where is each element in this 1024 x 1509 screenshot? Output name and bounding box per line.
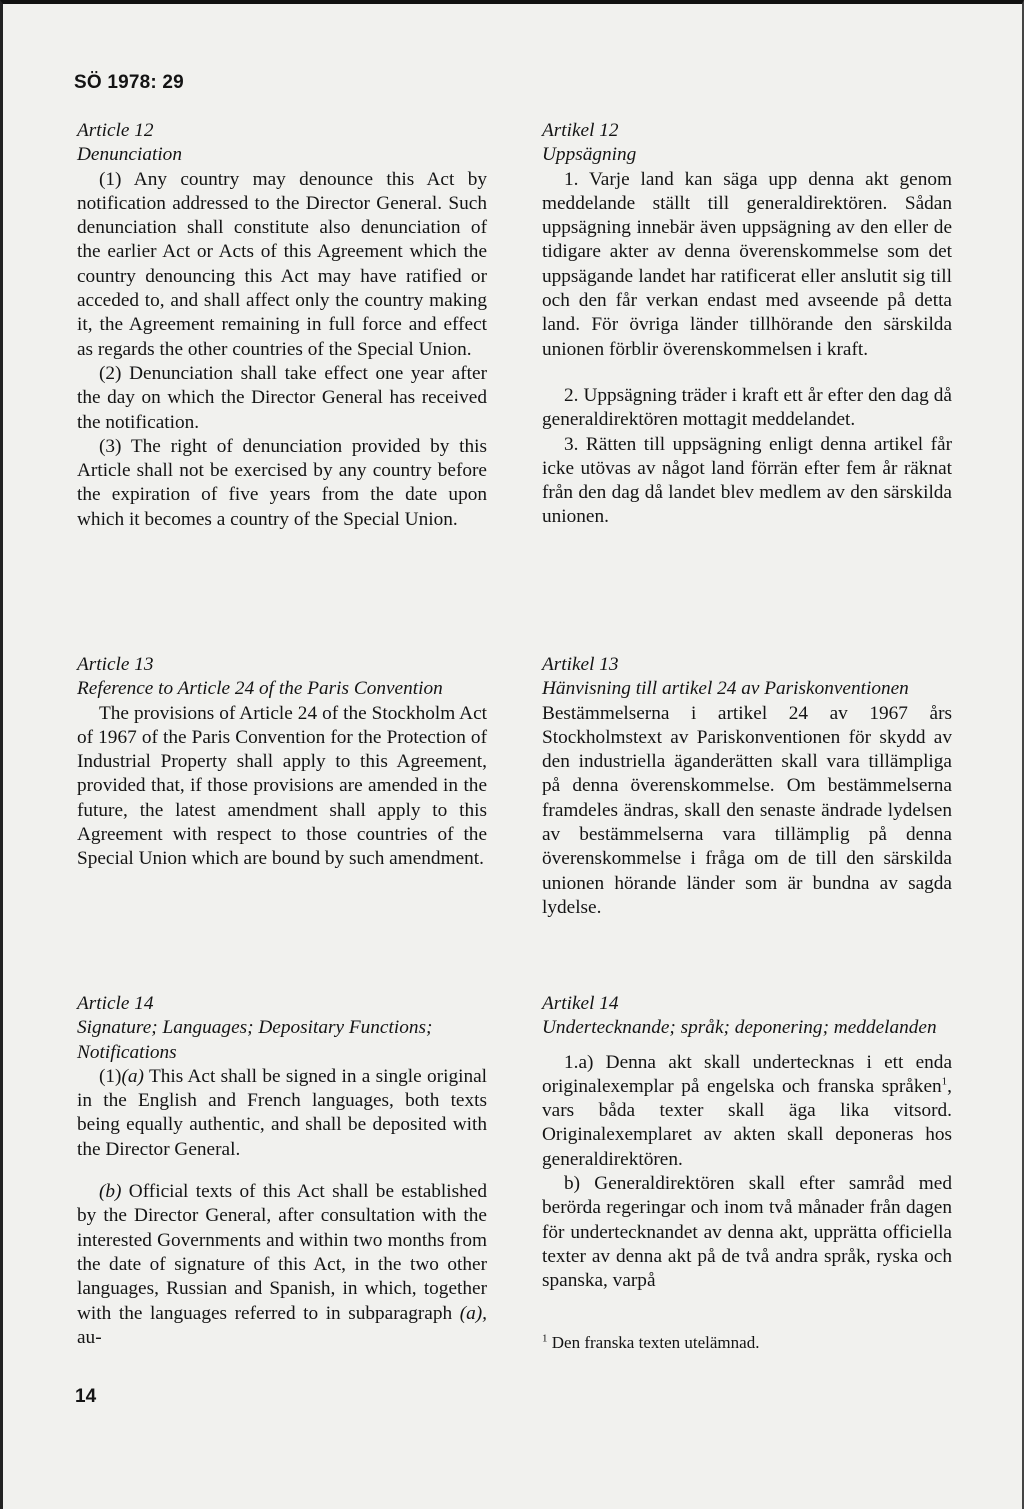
footnote-marker: 1 bbox=[542, 1332, 548, 1345]
paragraph: (2) Denunciation shall take effect one year after the day on which the Director General has received the notification. bbox=[77, 362, 487, 433]
article-label: Article 12 bbox=[77, 120, 154, 141]
article-label: Article 14 bbox=[77, 993, 154, 1014]
paragraph-text: Official texts of this Act shall be established by the Director General, after consultation with the interested Governments and within two months from the date of signature of this Act, in the two other languages, Russian and Spanish, in which, together with the languages referred to in subparagraph bbox=[77, 1181, 487, 1324]
article-13-en bbox=[77, 653, 487, 872]
article-label: Artikel 12 bbox=[542, 120, 619, 141]
article-13-sv bbox=[542, 653, 952, 920]
article-title: Uppsägning bbox=[542, 144, 637, 166]
footnote bbox=[542, 1332, 759, 1354]
subparagraph-marker: (a) bbox=[121, 1065, 144, 1087]
document-reference: SÖ 1978: 29 bbox=[74, 72, 184, 93]
paragraph: (1) Any country may denounce this Act by notification addressed to the Director General. Such denunciation shall constitute also denunciation of the earlier Act or Acts of this Agreement which the country denouncing this Act may have ratified or acceded to, and shall affect only the country making it, the Agreement remaining in full force and effect as regards the other countries of the Special Union. bbox=[77, 168, 487, 360]
paragraph: The provisions of Article 24 of the Stockholm Act of 1967 of the Paris Convention for the Protection of Industrial Property shall apply to this Agreement, provided that, if those provisions are amended in the future, the latest amendment shall apply to this Agreement with respect to those countries of the Special Union which are bound by such amendment. bbox=[77, 702, 487, 870]
footnote-text: Den franska texten utelämnad. bbox=[551, 1333, 760, 1352]
article-14-sv bbox=[542, 992, 952, 1294]
article-title: Reference to Article 24 of the Paris Convention bbox=[77, 678, 443, 700]
paragraph: 1. Varje land kan säga upp denna akt genom meddelande ställt till generaldirektören. Sådan uppsägning innebär även uppsägning av den eller de tidigare akter av denna överenskommelse som det uppsägande landet har ratificerat eller anslutit sig till och den får verkan endast med avseende på detta land. För övriga länder tillhörande den särskilda unionen förblir överenskommelsen i kraft. bbox=[542, 168, 952, 360]
paragraph: 2. Uppsägning träder i kraft ett år efter den dag då generaldirektören mottagit meddelandet. bbox=[542, 384, 952, 431]
paragraph-text: au- bbox=[77, 1326, 102, 1348]
footnote-reference: 1 bbox=[941, 1075, 948, 1088]
article-title: Denunciation bbox=[77, 144, 182, 166]
article-14-en bbox=[77, 992, 487, 1350]
article-12-sv bbox=[542, 119, 952, 530]
article-title: Signature; Languages; Depositary Functions; Notifications bbox=[77, 1017, 433, 1063]
article-label: Article 13 bbox=[77, 654, 154, 675]
paragraph-marker: (1) bbox=[99, 1065, 122, 1087]
paragraph: Bestämmelserna i artikel 24 av 1967 års Stockholmstext av Pariskonventionen för skydd av den industriella äganderätten skall vara tillämpliga på denna överenskommelse. Om bestämmelserna framdeles ändras, skall den senaste ändrade lydelsen av bestämmelserna vara tillämplig på denna överenskommelse i fråga om de till den särskilda unionen hörande länder som är bundna av sagda lydelse. bbox=[542, 702, 952, 918]
article-label: Artikel 14 bbox=[542, 993, 619, 1014]
paragraph-text: This Act shall be signed in a single original in the English and French languages, both texts being equally authentic, and shall be deposited with the Director General. bbox=[77, 1065, 487, 1160]
paragraph bbox=[77, 1065, 487, 1162]
paragraph: b) Generaldirektören skall efter samråd med berörda regeringar och inom två månader från dagen för undertecknandet av denna akt, upprätta officiella texter av denna akt på de två andra språk, ryska och spanska, varpå bbox=[542, 1173, 952, 1292]
paragraph: 3. Rätten till uppsägning enligt denna artikel får icke utövas av något land förrän efter fem år räknat från den dag då landet blev medlem av den särskilda unionen. bbox=[542, 433, 952, 528]
article-title: Hänvisning till artikel 24 av Pariskonventionen bbox=[542, 678, 909, 700]
article-title: Undertecknande; språk; deponering; meddelanden bbox=[542, 1017, 937, 1039]
paragraph bbox=[542, 1051, 952, 1172]
paragraph-text: , vars båda texter skall äga lika vitsord. Originalexemplaret av akten skall deponeras hos generaldirektören. bbox=[542, 1075, 952, 1170]
subparagraph-reference: (a), bbox=[459, 1302, 487, 1324]
paragraph bbox=[77, 1180, 487, 1350]
article-label: Artikel 13 bbox=[542, 654, 619, 675]
page-number: 14 bbox=[75, 1386, 97, 1407]
article-12-en bbox=[77, 119, 487, 532]
paragraph: (3) The right of denunciation provided by this Article shall not be exercised by any country before the expiration of five years from the date upon which it becomes a country of the Special Union. bbox=[77, 435, 487, 530]
subparagraph-marker: (b) bbox=[99, 1181, 122, 1203]
paragraph-text: 1.a) Denna akt skall undertecknas i ett enda originalexemplar på engelska och franska språken bbox=[542, 1051, 952, 1097]
